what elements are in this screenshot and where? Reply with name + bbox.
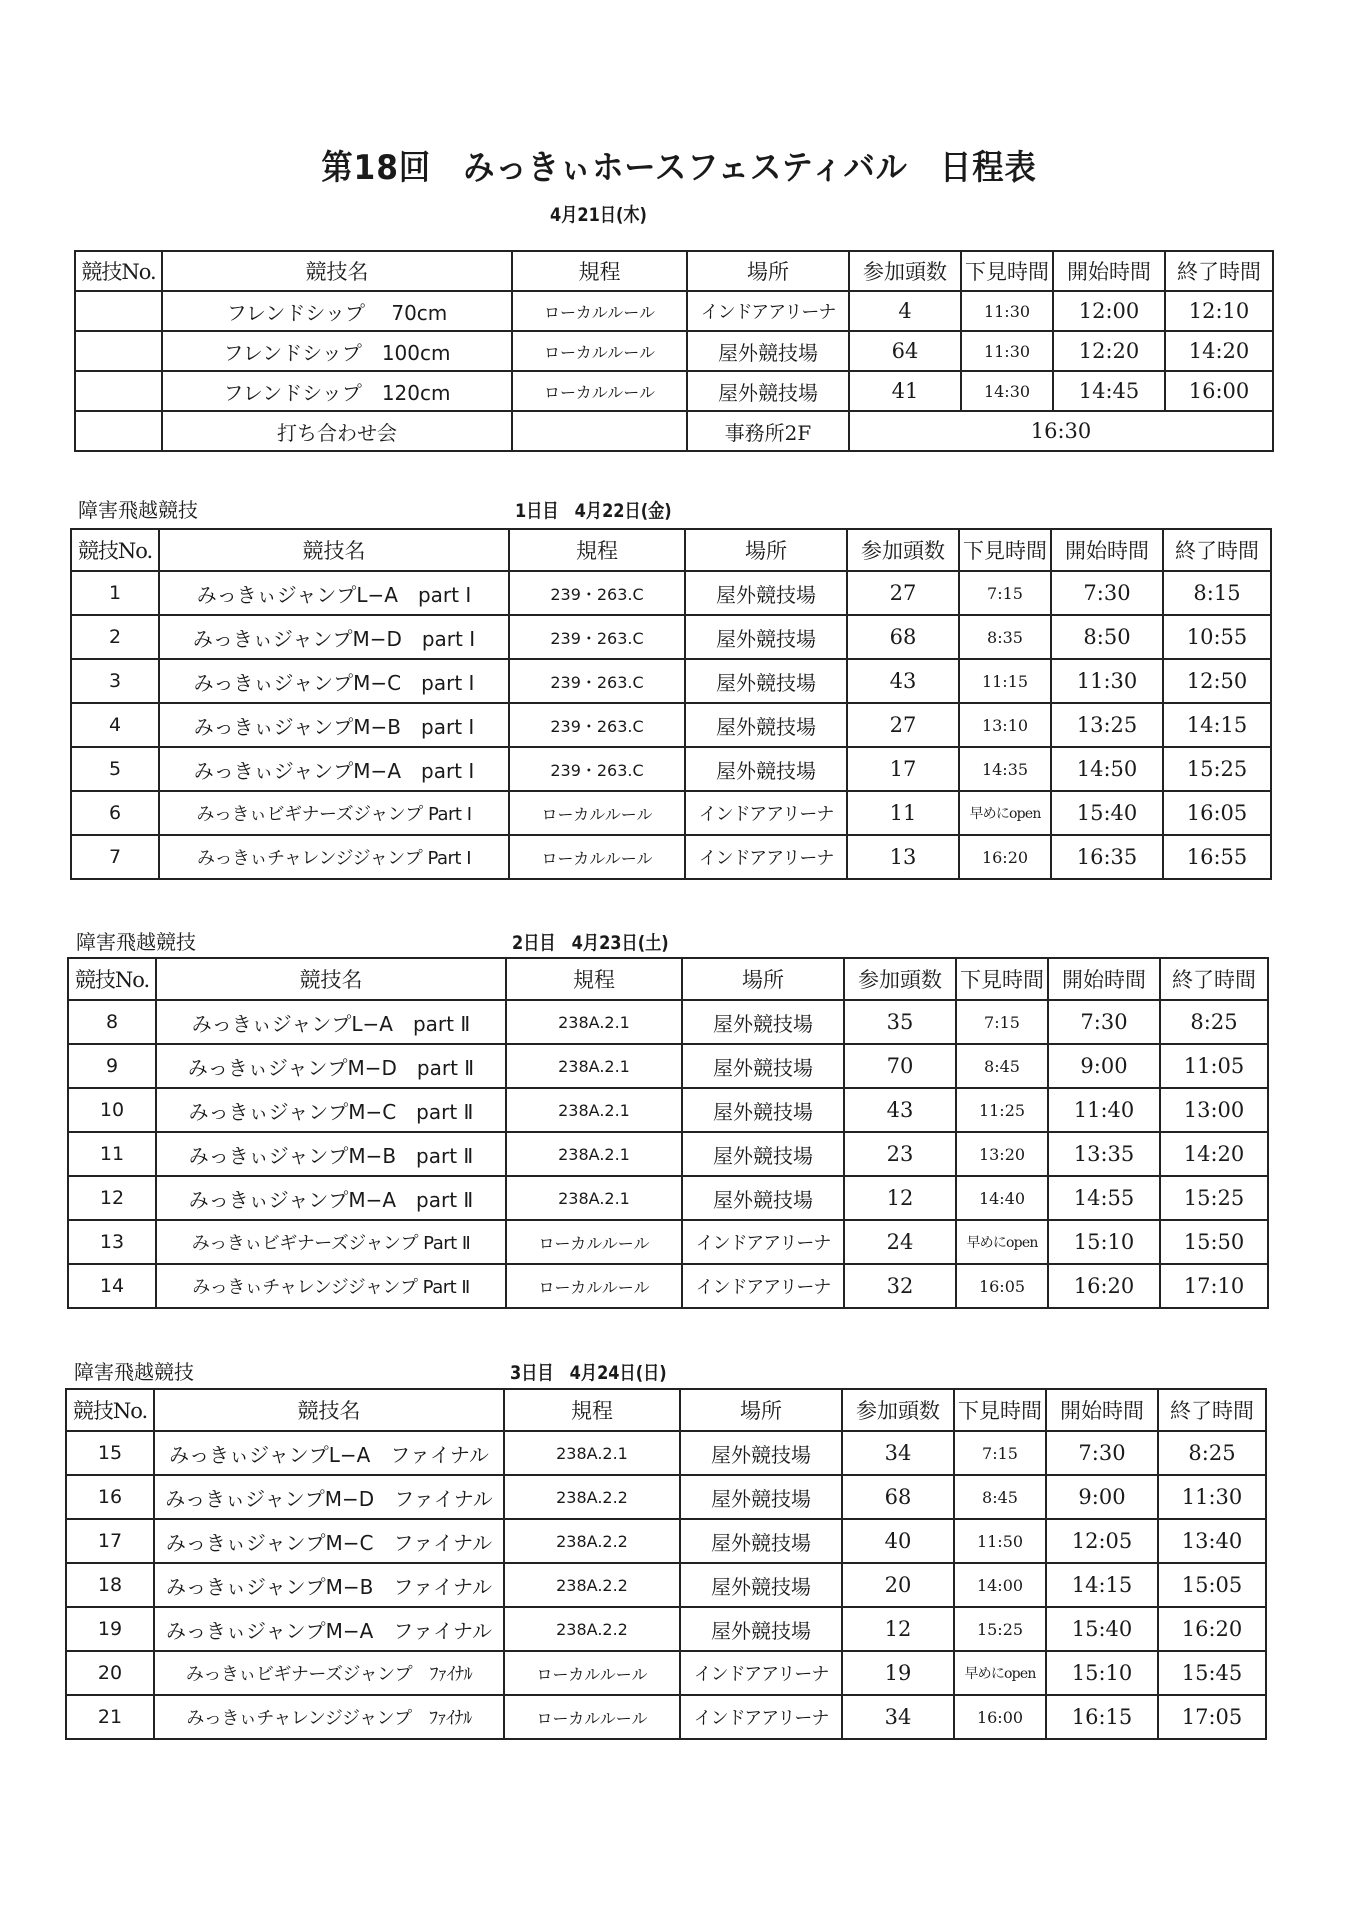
cell-place: 屋外競技場	[682, 1176, 844, 1220]
table-row	[71, 615, 1271, 659]
cell-walk: 7:15	[956, 1000, 1048, 1044]
cell-walk: 11:25	[956, 1088, 1048, 1132]
cell-place: インドアアリーナ	[685, 791, 847, 835]
cell-place: 屋外競技場	[685, 703, 847, 747]
header-walk: 下見時間	[956, 958, 1048, 1000]
cell-no: 2	[71, 615, 159, 659]
header-no: 競技No.	[66, 1389, 154, 1431]
cell-rule: 238A.2.1	[506, 1000, 682, 1044]
cell-walk: 11:30	[961, 291, 1053, 331]
cell-place: 屋外競技場	[680, 1563, 842, 1607]
cell-walk: 8:45	[956, 1044, 1048, 1088]
header-end: 終了時間	[1158, 1389, 1266, 1431]
cell-end: 12:50	[1163, 659, 1271, 703]
cell-start: 11:30	[1051, 659, 1163, 703]
cell-name: みっきぃビギナーズジャンプ Part Ⅰ	[159, 791, 509, 835]
cell-no: 13	[68, 1220, 156, 1264]
header-walk: 下見時間	[959, 529, 1051, 571]
header-count: 参加頭数	[844, 958, 956, 1000]
cell-end: 8:25	[1158, 1431, 1266, 1475]
cell-no: 10	[68, 1088, 156, 1132]
cell-name: みっきぃジャンプL−A part Ⅰ	[159, 571, 509, 615]
header-name: 競技名	[156, 958, 506, 1000]
cell-start: 7:30	[1051, 571, 1163, 615]
cell-start: 9:00	[1048, 1044, 1160, 1088]
table-row	[68, 1088, 1268, 1132]
day0-date: 4月21日(木)	[550, 204, 647, 226]
cell-name: みっきぃジャンプM−C ファイナル	[154, 1519, 504, 1563]
table-row	[75, 371, 1273, 411]
cell-place: インドアアリーナ	[680, 1651, 842, 1695]
cell-no: 4	[71, 703, 159, 747]
cell-rule: 238A.2.1	[506, 1044, 682, 1088]
header-start: 開始時間	[1046, 1389, 1158, 1431]
cell-place: 屋外競技場	[682, 1000, 844, 1044]
cell-rule: 238A.2.2	[504, 1563, 680, 1607]
cell-name: みっきぃジャンプM−A part Ⅱ	[156, 1176, 506, 1220]
cell-no	[75, 331, 162, 371]
table-row	[66, 1563, 1266, 1607]
cell-rule: ローカルルール	[504, 1695, 680, 1739]
table-row	[68, 1000, 1268, 1044]
table-row	[68, 1176, 1268, 1220]
cell-end: 12:10	[1165, 291, 1273, 331]
cell-walk: 16:05	[956, 1264, 1048, 1308]
cell-walk: 13:10	[959, 703, 1051, 747]
cell-walk: 13:20	[956, 1132, 1048, 1176]
cell-rule: ローカルルール	[512, 331, 687, 371]
cell-walk: 16:00	[954, 1695, 1046, 1739]
cell-count: 32	[844, 1264, 956, 1308]
cell-rule: 239・263.C	[509, 615, 685, 659]
cell-start: 8:50	[1051, 615, 1163, 659]
cell-start: 12:20	[1053, 331, 1165, 371]
cell-name: フレンドシップ 70cm	[162, 291, 512, 331]
cell-name: みっきぃジャンプM−D part Ⅱ	[156, 1044, 506, 1088]
cell-place: 屋外競技場	[680, 1607, 842, 1651]
cell-walk: 14:35	[959, 747, 1051, 791]
cell-walk: 14:40	[956, 1176, 1048, 1220]
table-row	[71, 703, 1271, 747]
cell-end: 14:15	[1163, 703, 1271, 747]
header-name: 競技名	[162, 251, 512, 291]
cell-rule: ローカルルール	[512, 371, 687, 411]
cell-rule: 239・263.C	[509, 659, 685, 703]
cell-end: 11:05	[1160, 1044, 1268, 1088]
cell-no: 14	[68, 1264, 156, 1308]
cell-name: みっきぃチャレンジジャンプ Part Ⅰ	[159, 835, 509, 879]
cell-no: 19	[66, 1607, 154, 1651]
table-header-row	[71, 529, 1271, 571]
cell-end: 11:30	[1158, 1475, 1266, 1519]
cell-walk: 11:30	[961, 331, 1053, 371]
day2-date: 2日目 4月23日(土)	[512, 932, 669, 954]
cell-end: 15:45	[1158, 1651, 1266, 1695]
cell-no	[75, 371, 162, 411]
cell-name: みっきぃジャンプL−A part Ⅱ	[156, 1000, 506, 1044]
cell-walk: 16:20	[959, 835, 1051, 879]
day3-date: 3日目 4月24日(日)	[510, 1362, 667, 1384]
cell-walk: 7:15	[954, 1431, 1046, 1475]
cell-rule: 238A.2.1	[506, 1132, 682, 1176]
cell-place: 屋外競技場	[687, 331, 849, 371]
cell-name: みっきぃチャレンジジャンプ ﾌｧｲﾅﾙ	[154, 1695, 504, 1739]
cell-place: 屋外競技場	[680, 1475, 842, 1519]
header-count: 参加頭数	[847, 529, 959, 571]
cell-walk: 8:35	[959, 615, 1051, 659]
day1-date: 1日目 4月22日(金)	[515, 500, 672, 522]
cell-place: 屋外競技場	[682, 1044, 844, 1088]
day0-table	[74, 250, 1274, 452]
table-row	[68, 1132, 1268, 1176]
cell-end: 17:05	[1158, 1695, 1266, 1739]
header-place: 場所	[685, 529, 847, 571]
cell-count: 68	[847, 615, 959, 659]
header-start: 開始時間	[1053, 251, 1165, 291]
cell-end: 16:20	[1158, 1607, 1266, 1651]
cell-start: 14:50	[1051, 747, 1163, 791]
cell-end: 14:20	[1160, 1132, 1268, 1176]
cell-no: 17	[66, 1519, 154, 1563]
day1-section-label: 障害飛越競技	[78, 498, 198, 522]
cell-end: 14:20	[1165, 331, 1273, 371]
day2-section-label: 障害飛越競技	[76, 930, 196, 954]
cell-start: 14:45	[1053, 371, 1165, 411]
cell-count: 12	[842, 1607, 954, 1651]
cell-place: 屋外競技場	[680, 1431, 842, 1475]
cell-place: 屋外競技場	[682, 1132, 844, 1176]
header-place: 場所	[680, 1389, 842, 1431]
header-count: 参加頭数	[849, 251, 961, 291]
cell-name: みっきぃジャンプM−C part Ⅰ	[159, 659, 509, 703]
table-row	[68, 1220, 1268, 1264]
cell-start: 7:30	[1048, 1000, 1160, 1044]
cell-name: みっきぃチャレンジジャンプ Part Ⅱ	[156, 1264, 506, 1308]
cell-rule	[512, 411, 687, 451]
cell-start: 13:25	[1051, 703, 1163, 747]
cell-place: 屋外競技場	[680, 1519, 842, 1563]
cell-start: 15:40	[1051, 791, 1163, 835]
cell-no: 5	[71, 747, 159, 791]
cell-start: 16:15	[1046, 1695, 1158, 1739]
cell-start: 14:55	[1048, 1176, 1160, 1220]
header-place: 場所	[687, 251, 849, 291]
cell-end: 15:25	[1163, 747, 1271, 791]
table-row	[71, 791, 1271, 835]
header-end: 終了時間	[1163, 529, 1271, 571]
header-start: 開始時間	[1048, 958, 1160, 1000]
table-row	[71, 659, 1271, 703]
cell-start: 15:10	[1048, 1220, 1160, 1264]
day3-table	[65, 1388, 1267, 1740]
cell-count: 40	[842, 1519, 954, 1563]
cell-count: 23	[844, 1132, 956, 1176]
header-no: 競技No.	[75, 251, 162, 291]
cell-rule: ローカルルール	[506, 1264, 682, 1308]
cell-count: 27	[847, 571, 959, 615]
cell-no: 6	[71, 791, 159, 835]
table-row	[71, 571, 1271, 615]
cell-no: 8	[68, 1000, 156, 1044]
cell-rule: ローカルルール	[509, 835, 685, 879]
header-rule: 規程	[506, 958, 682, 1000]
table-row	[75, 331, 1273, 371]
cell-no: 20	[66, 1651, 154, 1695]
cell-no: 12	[68, 1176, 156, 1220]
cell-count: 43	[847, 659, 959, 703]
cell-start: 16:35	[1051, 835, 1163, 879]
cell-rule: 239・263.C	[509, 571, 685, 615]
cell-start: 7:30	[1046, 1431, 1158, 1475]
cell-name: フレンドシップ 100cm	[162, 331, 512, 371]
header-no: 競技No.	[68, 958, 156, 1000]
cell-no: 16	[66, 1475, 154, 1519]
cell-start: 11:40	[1048, 1088, 1160, 1132]
cell-count: 27	[847, 703, 959, 747]
cell-rule: 238A.2.1	[506, 1176, 682, 1220]
cell-walk: 早めにopen	[954, 1651, 1046, 1695]
page-title: 第18回 みっきぃホースフェスティバル 日程表	[321, 148, 1037, 188]
cell-end: 15:05	[1158, 1563, 1266, 1607]
cell-count: 24	[844, 1220, 956, 1264]
cell-no: 7	[71, 835, 159, 879]
cell-rule: 238A.2.2	[504, 1607, 680, 1651]
cell-name: みっきぃジャンプM−D ファイナル	[154, 1475, 504, 1519]
cell-no: 11	[68, 1132, 156, 1176]
cell-no	[75, 291, 162, 331]
header-name: 競技名	[159, 529, 509, 571]
cell-no: 3	[71, 659, 159, 703]
cell-name: フレンドシップ 120cm	[162, 371, 512, 411]
cell-place: 屋外競技場	[685, 615, 847, 659]
cell-place: インドアアリーナ	[682, 1264, 844, 1308]
table-header-row	[68, 958, 1268, 1000]
cell-name: みっきぃジャンプM−A ファイナル	[154, 1607, 504, 1651]
cell-walk: 14:00	[954, 1563, 1046, 1607]
cell-rule: 239・263.C	[509, 747, 685, 791]
cell-meeting-time: 16:30	[849, 411, 1273, 451]
cell-no: 18	[66, 1563, 154, 1607]
day3-section-label: 障害飛越競技	[74, 1360, 194, 1384]
cell-count: 64	[849, 331, 961, 371]
header-place: 場所	[682, 958, 844, 1000]
cell-place: 屋外競技場	[682, 1088, 844, 1132]
cell-name: みっきぃジャンプL−A ファイナル	[154, 1431, 504, 1475]
cell-name: みっきぃビギナーズジャンプ Part Ⅱ	[156, 1220, 506, 1264]
cell-count: 19	[842, 1651, 954, 1695]
cell-start: 13:35	[1048, 1132, 1160, 1176]
table-row	[71, 835, 1271, 879]
cell-name: 打ち合わせ会	[162, 411, 512, 451]
cell-walk: 早めにopen	[956, 1220, 1048, 1264]
day2-table	[67, 957, 1269, 1309]
cell-count: 13	[847, 835, 959, 879]
table-row	[66, 1431, 1266, 1475]
table-row	[75, 291, 1273, 331]
table-row	[66, 1475, 1266, 1519]
header-count: 参加頭数	[842, 1389, 954, 1431]
table-row	[66, 1651, 1266, 1695]
cell-name: みっきぃジャンプM−B part Ⅰ	[159, 703, 509, 747]
cell-rule: 238A.2.2	[504, 1475, 680, 1519]
header-no: 競技No.	[71, 529, 159, 571]
table-row	[66, 1695, 1266, 1739]
cell-end: 13:40	[1158, 1519, 1266, 1563]
cell-walk: 14:30	[961, 371, 1053, 411]
cell-count: 34	[842, 1431, 954, 1475]
table-row	[66, 1519, 1266, 1563]
cell-place: インドアアリーナ	[687, 291, 849, 331]
cell-place: 事務所2F	[687, 411, 849, 451]
header-rule: 規程	[504, 1389, 680, 1431]
cell-end: 16:55	[1163, 835, 1271, 879]
meeting-row	[75, 411, 1273, 451]
cell-place: 屋外競技場	[685, 747, 847, 791]
cell-place: 屋外競技場	[685, 571, 847, 615]
cell-start: 12:00	[1053, 291, 1165, 331]
cell-no: 15	[66, 1431, 154, 1475]
cell-start: 9:00	[1046, 1475, 1158, 1519]
cell-rule: 238A.2.2	[504, 1519, 680, 1563]
cell-end: 10:55	[1163, 615, 1271, 659]
cell-name: みっきぃジャンプM−C part Ⅱ	[156, 1088, 506, 1132]
cell-end: 17:10	[1160, 1264, 1268, 1308]
header-rule: 規程	[512, 251, 687, 291]
cell-start: 15:40	[1046, 1607, 1158, 1651]
header-end: 終了時間	[1165, 251, 1273, 291]
cell-start: 15:10	[1046, 1651, 1158, 1695]
cell-count: 43	[844, 1088, 956, 1132]
cell-no	[75, 411, 162, 451]
day1-table	[70, 528, 1272, 880]
cell-start: 16:20	[1048, 1264, 1160, 1308]
cell-name: みっきぃジャンプM−B ファイナル	[154, 1563, 504, 1607]
cell-walk: 15:25	[954, 1607, 1046, 1651]
cell-count: 11	[847, 791, 959, 835]
table-row	[71, 747, 1271, 791]
cell-rule: ローカルルール	[509, 791, 685, 835]
cell-place: インドアアリーナ	[685, 835, 847, 879]
cell-no: 1	[71, 571, 159, 615]
cell-start: 12:05	[1046, 1519, 1158, 1563]
cell-end: 15:50	[1160, 1220, 1268, 1264]
cell-place: 屋外競技場	[687, 371, 849, 411]
cell-count: 17	[847, 747, 959, 791]
table-row	[68, 1264, 1268, 1308]
cell-count: 34	[842, 1695, 954, 1739]
cell-count: 12	[844, 1176, 956, 1220]
header-end: 終了時間	[1160, 958, 1268, 1000]
cell-rule: 239・263.C	[509, 703, 685, 747]
cell-walk: 8:45	[954, 1475, 1046, 1519]
header-walk: 下見時間	[961, 251, 1053, 291]
cell-no: 21	[66, 1695, 154, 1739]
cell-end: 8:25	[1160, 1000, 1268, 1044]
cell-count: 35	[844, 1000, 956, 1044]
cell-no: 9	[68, 1044, 156, 1088]
cell-end: 16:05	[1163, 791, 1271, 835]
cell-name: みっきぃジャンプM−B part Ⅱ	[156, 1132, 506, 1176]
cell-end: 13:00	[1160, 1088, 1268, 1132]
cell-count: 20	[842, 1563, 954, 1607]
table-row	[68, 1044, 1268, 1088]
cell-end: 8:15	[1163, 571, 1271, 615]
header-rule: 規程	[509, 529, 685, 571]
cell-start: 14:15	[1046, 1563, 1158, 1607]
cell-count: 4	[849, 291, 961, 331]
cell-rule: ローカルルール	[504, 1651, 680, 1695]
cell-end: 16:00	[1165, 371, 1273, 411]
cell-place: 屋外競技場	[685, 659, 847, 703]
header-name: 競技名	[154, 1389, 504, 1431]
cell-walk: 11:50	[954, 1519, 1046, 1563]
cell-count: 70	[844, 1044, 956, 1088]
header-walk: 下見時間	[954, 1389, 1046, 1431]
cell-count: 68	[842, 1475, 954, 1519]
cell-name: みっきぃジャンプM−D part Ⅰ	[159, 615, 509, 659]
cell-walk: 11:15	[959, 659, 1051, 703]
table-row	[66, 1607, 1266, 1651]
cell-name: みっきぃジャンプM−A part Ⅰ	[159, 747, 509, 791]
cell-place: インドアアリーナ	[682, 1220, 844, 1264]
cell-count: 41	[849, 371, 961, 411]
cell-rule: ローカルルール	[512, 291, 687, 331]
header-start: 開始時間	[1051, 529, 1163, 571]
cell-rule: 238A.2.1	[504, 1431, 680, 1475]
cell-end: 15:25	[1160, 1176, 1268, 1220]
cell-rule: ローカルルール	[506, 1220, 682, 1264]
table-header-row	[66, 1389, 1266, 1431]
table-header-row	[75, 251, 1273, 291]
cell-rule: 238A.2.1	[506, 1088, 682, 1132]
cell-walk: 早めにopen	[959, 791, 1051, 835]
cell-name: みっきぃビギナーズジャンプ ﾌｧｲﾅﾙ	[154, 1651, 504, 1695]
cell-walk: 7:15	[959, 571, 1051, 615]
cell-place: インドアアリーナ	[680, 1695, 842, 1739]
